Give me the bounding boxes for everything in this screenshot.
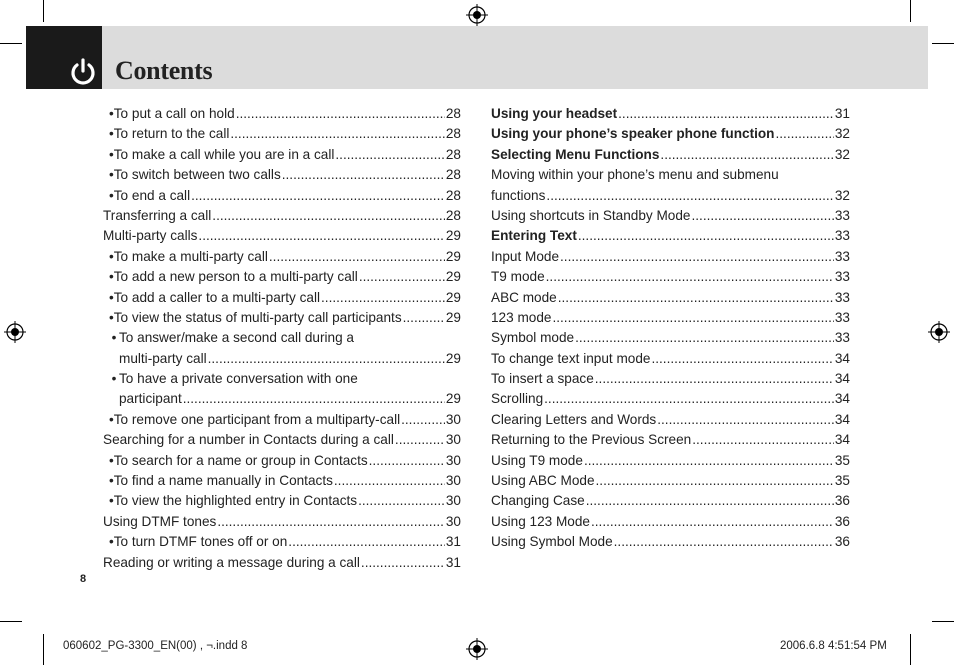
- toc-entry-title: To make a call while you are in a call: [113, 146, 335, 162]
- slug-timestamp: 2006.6.8 4:51:54 PM: [780, 640, 887, 652]
- toc-entry-title: To make a multi-party call: [113, 248, 268, 264]
- leader-dots: [586, 491, 834, 511]
- toc-entry-page: 36: [834, 493, 850, 509]
- toc-entry-title: To find a name manually in Contacts: [113, 473, 333, 489]
- toc-entry-title: To add a caller to a multi-party call: [113, 289, 321, 305]
- toc-entry-title: To answer/make a second call during a: [119, 330, 354, 346]
- registration-mark-icon: [466, 638, 488, 660]
- bullet-icon: •: [109, 452, 114, 468]
- leader-dots: [334, 471, 445, 491]
- toc-entry-title: To end a call: [113, 187, 191, 203]
- toc-entry-page: 30: [445, 452, 461, 468]
- toc-entry: [491, 369, 850, 389]
- toc-entry-title: Using DTMF tones: [103, 513, 217, 529]
- toc-entry-page: 33: [834, 207, 850, 223]
- leader-dots: [395, 430, 445, 450]
- bullet-icon: •: [111, 371, 117, 387]
- toc-entry: [103, 471, 461, 491]
- toc-entry-title: To switch between two calls: [113, 167, 281, 183]
- toc-entry-page: 28: [445, 126, 461, 142]
- toc-entry-page: 32: [834, 126, 850, 142]
- toc-entry: [103, 430, 461, 450]
- toc-entry: [103, 226, 461, 246]
- toc-entry: [103, 145, 461, 165]
- toc-entry: [491, 206, 850, 226]
- toc-entry-page: 29: [445, 350, 461, 366]
- bullet-icon: •: [109, 167, 114, 183]
- toc-entry: [491, 532, 850, 552]
- toc-entry-title: To insert a space: [491, 371, 594, 387]
- toc-entry-title: Using ABC Mode: [491, 473, 595, 489]
- toc-entry-page: 31: [834, 106, 850, 121]
- leader-dots: [575, 328, 834, 348]
- toc-entry-page: 30: [445, 493, 461, 509]
- page-number: 8: [80, 573, 87, 585]
- toc-entry-page: 33: [834, 228, 850, 244]
- toc-entry: [103, 206, 461, 226]
- toc-entry-page: 32: [834, 187, 850, 203]
- leader-dots: [335, 145, 444, 165]
- bullet-icon: •: [109, 248, 114, 264]
- toc-entry-page: 35: [834, 452, 850, 468]
- registration-mark-icon: [466, 4, 488, 26]
- slug-filename: 060602_PG-3300_EN(00) , ¬.indd 8: [63, 640, 248, 652]
- toc-entry: [491, 410, 850, 430]
- leader-dots: [775, 124, 833, 144]
- registration-mark-icon: [4, 321, 26, 343]
- toc-entry-page: 36: [834, 513, 850, 529]
- leader-dots: [269, 247, 445, 267]
- toc-entry-title: Scrolling: [491, 391, 544, 407]
- toc-entry-page: 31: [445, 534, 461, 550]
- toc-entry-title: Entering Text: [491, 228, 577, 244]
- toc-entry-title: Selecting Menu Functions: [491, 146, 660, 162]
- toc-entry-title: Using your phone’s speaker phone function: [491, 126, 775, 142]
- leader-dots: [183, 389, 445, 409]
- leader-dots: [691, 206, 833, 226]
- toc-entry: [491, 104, 850, 124]
- toc-entry-title: To view the status of multi-party call participants: [113, 309, 402, 325]
- toc-entry-page: 33: [834, 309, 850, 325]
- bullet-icon: •: [111, 330, 117, 346]
- toc-entry: [103, 553, 461, 573]
- toc-entry-title: Using shortcuts in Standby Mode: [491, 207, 691, 223]
- toc-entry-title: Returning to the Previous Screen: [491, 432, 692, 448]
- toc-entry: [491, 349, 850, 369]
- leader-dots: [361, 553, 445, 573]
- bullet-icon: •: [109, 146, 114, 162]
- toc-entry-page: 29: [445, 391, 461, 407]
- leader-dots: [651, 349, 833, 369]
- bullet-icon: •: [109, 126, 114, 142]
- bullet-icon: •: [109, 534, 114, 550]
- leader-dots: [358, 491, 445, 511]
- toc-entry-title: Moving within your phone’s menu and submenu: [491, 167, 779, 183]
- toc-entry-page: 30: [445, 411, 461, 427]
- toc-entry-title: Input Mode: [491, 248, 560, 264]
- bullet-icon: •: [109, 493, 114, 509]
- toc-entry-page: 34: [834, 411, 850, 427]
- bullet-icon: •: [109, 106, 114, 121]
- leader-dots: [546, 267, 834, 287]
- toc-entry: [103, 328, 461, 348]
- toc-entry-title: ABC mode: [491, 289, 557, 305]
- toc-entry: [491, 267, 850, 287]
- toc-entry-page: 35: [834, 473, 850, 489]
- leader-dots: [288, 532, 445, 552]
- leader-dots: [236, 104, 445, 124]
- toc-entry-page: 28: [445, 106, 461, 121]
- crop-mark: [932, 43, 954, 44]
- toc-entry-title: To return to the call: [113, 126, 230, 142]
- toc-entry: [491, 328, 850, 348]
- toc-entry: [103, 308, 461, 328]
- toc-entry: [103, 532, 461, 552]
- toc-entry: [491, 471, 850, 491]
- toc-entry: [103, 369, 461, 389]
- toc-entry-page: 33: [834, 330, 850, 346]
- leader-dots: [614, 532, 834, 552]
- toc-entry-title: Using your headset: [491, 106, 618, 121]
- bullet-icon: •: [109, 269, 114, 285]
- toc-left-column: [103, 104, 461, 573]
- toc-right-column: [491, 104, 850, 553]
- toc-entry-title: To add a new person to a multi-party call: [113, 269, 358, 285]
- leader-dots: [282, 165, 445, 185]
- toc-entry: [491, 288, 850, 308]
- toc-entry-title: To search for a name or group in Contacts: [113, 452, 368, 468]
- toc-entry-title: Searching for a number in Contacts during a call: [103, 432, 394, 448]
- leader-dots: [359, 267, 445, 287]
- leader-dots: [198, 226, 444, 246]
- toc-entry: [103, 267, 461, 287]
- toc-entry: [491, 389, 850, 409]
- leader-dots: [208, 349, 445, 369]
- toc-entry-title: Using Symbol Mode: [491, 534, 613, 550]
- leader-dots: [591, 512, 834, 532]
- toc-entry-page: 29: [445, 228, 461, 244]
- toc-entry-page: 30: [445, 473, 461, 489]
- crop-mark: [0, 621, 22, 622]
- toc-entry-page: 34: [834, 371, 850, 387]
- bullet-icon: •: [109, 187, 114, 203]
- toc-entry-title: To view the highlighted entry in Contacts: [113, 493, 358, 509]
- toc-entry: [103, 512, 461, 532]
- toc-entry: [491, 186, 850, 206]
- leader-dots: [212, 206, 445, 226]
- toc-entry: [491, 247, 850, 267]
- leader-dots: [369, 451, 445, 471]
- power-icon: [68, 57, 98, 87]
- toc-entry: [491, 308, 850, 328]
- toc-entry-title: To remove one participant from a multiparty-call: [113, 411, 401, 427]
- leader-dots: [544, 389, 834, 409]
- leader-dots: [546, 186, 833, 206]
- toc-entry: [103, 186, 461, 206]
- leader-dots: [657, 410, 834, 430]
- leader-dots: [552, 308, 833, 328]
- toc-entry-page: 29: [445, 269, 461, 285]
- toc-entry-title: Transferring a call: [103, 207, 212, 223]
- toc-entry-page: 29: [445, 248, 461, 264]
- leader-dots: [595, 369, 834, 389]
- leader-dots: [558, 288, 834, 308]
- toc-entry-page: 30: [445, 513, 461, 529]
- toc-entry: [491, 451, 850, 471]
- toc-entry-page: 29: [445, 289, 461, 305]
- toc-entry-page: 29: [445, 309, 461, 325]
- leader-dots: [578, 226, 834, 246]
- toc-entry-page: 32: [834, 146, 850, 162]
- crop-mark: [910, 0, 911, 22]
- toc-entry-page: 34: [834, 391, 850, 407]
- crop-mark: [43, 0, 44, 22]
- toc-entry-title: Clearing Letters and Words: [491, 411, 657, 427]
- bullet-icon: •: [109, 309, 114, 325]
- toc-entry-title: To put a call on hold: [113, 106, 235, 121]
- leader-dots: [403, 308, 445, 328]
- toc-entry-page: 33: [834, 269, 850, 285]
- toc-entry-page: 28: [445, 167, 461, 183]
- toc-entry: [491, 430, 850, 450]
- toc-entry-title: T9 mode: [491, 269, 545, 285]
- toc-entry-page: 28: [445, 207, 461, 223]
- leader-dots: [191, 186, 445, 206]
- toc-entry: [491, 145, 850, 165]
- toc-entry-title: functions: [491, 187, 546, 203]
- toc-entry-page: 34: [834, 432, 850, 448]
- toc-entry: [103, 410, 461, 430]
- toc-entry: [103, 104, 461, 124]
- leader-dots: [584, 451, 834, 471]
- toc-entry: [103, 491, 461, 511]
- toc-entry: [103, 288, 461, 308]
- leader-dots: [618, 104, 834, 124]
- leader-dots: [596, 471, 834, 491]
- leader-dots: [321, 288, 445, 308]
- toc-entry-title: To change text input mode: [491, 350, 651, 366]
- crop-mark: [932, 621, 954, 622]
- toc-entry-page: 36: [834, 534, 850, 550]
- toc-entry: [491, 512, 850, 532]
- leader-dots: [217, 512, 445, 532]
- crop-mark: [910, 634, 911, 665]
- toc-entry-title: 123 mode: [491, 309, 552, 325]
- leader-dots: [692, 430, 834, 450]
- toc-entry-page: 28: [445, 187, 461, 203]
- page-title: Contents: [115, 56, 213, 85]
- toc-entry: [103, 247, 461, 267]
- toc-entry-title: multi-party call: [119, 350, 207, 366]
- toc-entry: [491, 491, 850, 511]
- toc-entry: [103, 124, 461, 144]
- toc-entry-title: To have a private conversation with one: [119, 371, 358, 387]
- toc-entry-title: Reading or writing a message during a call: [103, 554, 360, 570]
- toc-entry-page: 31: [445, 554, 461, 570]
- toc-entry-title: Using T9 mode: [491, 452, 583, 468]
- bullet-icon: •: [109, 473, 114, 489]
- leader-dots: [560, 247, 834, 267]
- leader-dots: [660, 145, 833, 165]
- crop-mark: [43, 634, 44, 665]
- toc-entry-page: 33: [834, 248, 850, 264]
- toc-entry-title: participant: [119, 391, 182, 407]
- leader-dots: [401, 410, 445, 430]
- toc-entry-title: To turn DTMF tones off or on: [113, 534, 288, 550]
- toc-entry: [103, 389, 461, 409]
- toc-entry: [491, 124, 850, 144]
- toc-entry: [103, 451, 461, 471]
- toc-entry-title: Using 123 Mode: [491, 513, 590, 529]
- toc-entry-title: Changing Case: [491, 493, 585, 509]
- toc-entry-page: 34: [834, 350, 850, 366]
- toc-entry: [103, 165, 461, 185]
- toc-entry: [491, 226, 850, 246]
- bullet-icon: •: [109, 289, 114, 305]
- toc-entry-page: 33: [834, 289, 850, 305]
- toc-entry-page: 28: [445, 146, 461, 162]
- registration-mark-icon: [928, 321, 950, 343]
- toc-entry-title: Symbol mode: [491, 330, 575, 346]
- crop-mark: [0, 43, 22, 44]
- toc-entry: [103, 349, 461, 369]
- leader-dots: [230, 124, 445, 144]
- toc-entry-title: Multi-party calls: [103, 228, 198, 244]
- bullet-icon: •: [109, 411, 114, 427]
- toc-entry-page: 30: [445, 432, 461, 448]
